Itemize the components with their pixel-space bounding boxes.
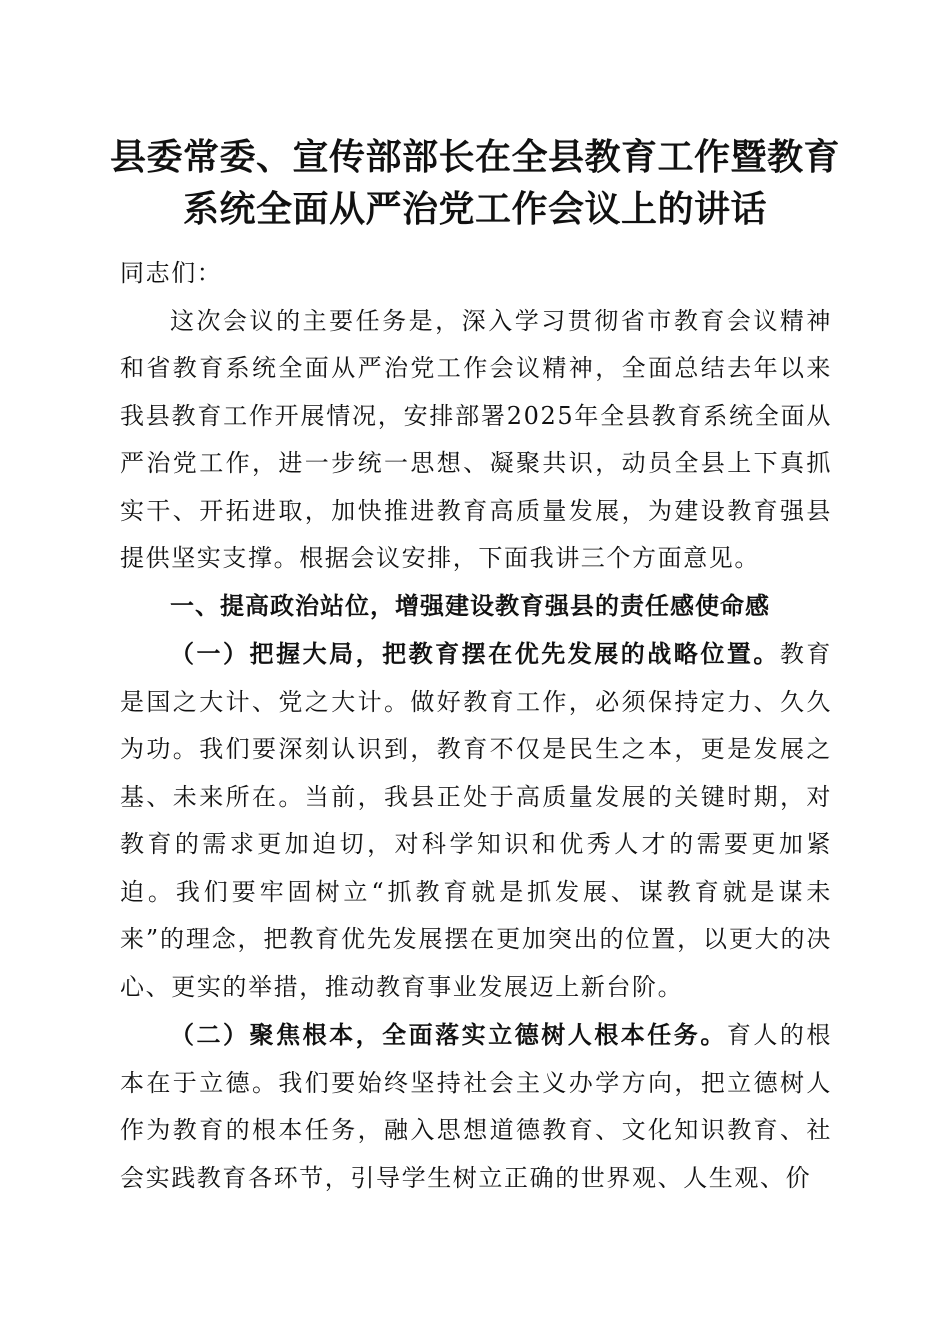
document-title bbox=[100, 131, 850, 235]
document-body bbox=[120, 250, 832, 1202]
section-one-heading: 一、提高政治站位，增强建设教育强县的责任感使命感 bbox=[170, 591, 770, 620]
subsection-text-2: 育人的根本在于立德。我们要始终坚持社会主义办学方向，把立德树人作为教育的根本任务，融入思想道德教育、文化知识教育、社会实践教育各环节，引导学生树立正确的世界观、人生观、价 bbox=[120, 1021, 832, 1192]
subsection-lead-1: （一）把握大局，把教育摆在优先发展的战略位置。 bbox=[170, 639, 780, 668]
title-line-2: 系统全面从严治党工作会议上的讲话 bbox=[182, 188, 767, 230]
subsection-text-1: 教育是国之大计、党之大计。做好教育工作，必须保持定力、久久为功。我们要深刻认识到，教育不仅是民生之本，更是发展之基、未来所在。当前，我县正处于高质量发展的关键时期，对教育的需求更加迫切，对科学知识和优秀人才的需要更加紧迫。我们要牢固树立“抓教育就是抓发展、谋教育就是谋未来”的理念，把教育优先发展摆在更加突出的位置，以更大的决心、更实的举措，推动教育事业发展迈上新台阶。 bbox=[120, 640, 832, 1001]
subsection-paragraph-2 bbox=[120, 1011, 832, 1202]
subsection-lead-2: （二）聚焦根本，全面落实立德树人根本任务。 bbox=[170, 1020, 727, 1049]
title-line-1: 县委常委、宣传部部长在全县教育工作暨教育 bbox=[109, 136, 840, 178]
intro-paragraph: 这次会议的主要任务是，深入学习贯彻省市教育会议精神和省教育系统全面从严治党工作会议精神，全面总结去年以来我县教育工作开展情况，安排部署2025年全县教育系统全面从严治党工作，进一步统一思想、凝聚共识，动员全县上下真抓实干、开拓进取，加快推进教育高质量发展，为建设教育强县提供坚实支撑。根据会议安排，下面我讲三个方面意见。 bbox=[120, 306, 832, 572]
subsection-paragraph-1 bbox=[120, 630, 832, 1011]
greeting: 同志们： bbox=[120, 259, 223, 287]
